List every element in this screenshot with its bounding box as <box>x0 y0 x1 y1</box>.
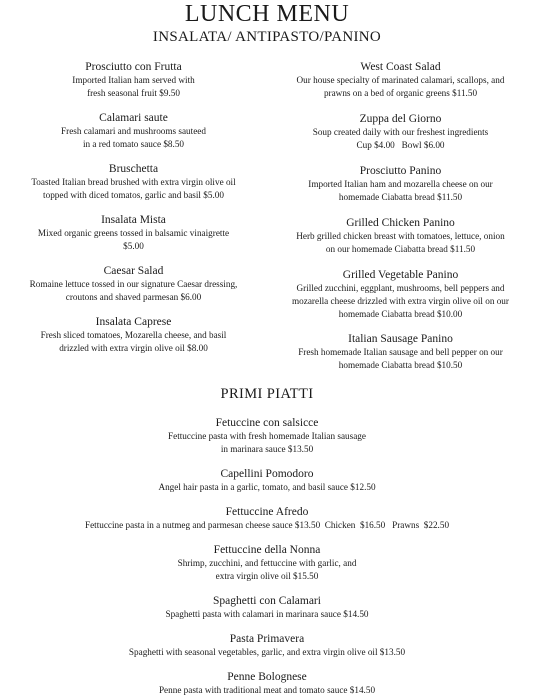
right-column <box>267 60 534 384</box>
item-desc-line: fresh seasonal fruit $9.50 <box>87 88 180 98</box>
item-desc-line: Grilled zucchini, eggplant, mushrooms, bell peppers and <box>296 283 505 293</box>
item-name: Fettuccine Afredo <box>225 506 309 518</box>
item-name: Spaghetti con Calamari <box>213 595 321 607</box>
item-desc-line: Shrimp, zucchini, and fettuccine with garlic, and <box>177 558 357 568</box>
item-desc-line: Penne pasta with traditional meat and tomato sauce $14.50 <box>158 685 376 695</box>
item-desc-line: Angel hair pasta in a garlic, tomato, and basil sauce $12.50 <box>158 482 376 492</box>
item-name: Fettuccine della Nonna <box>213 544 321 556</box>
item-name: Fetuccine con salsicce <box>215 417 319 429</box>
menu-item <box>267 112 534 164</box>
item-desc-line: homemade Ciabatta bread $10.50 <box>338 360 463 370</box>
item-desc-line: extra virgin olive oil $15.50 <box>215 571 319 581</box>
item-desc-line: Soup created daily with our freshest ingredients <box>312 127 489 137</box>
item-name: Insalata Caprese <box>95 316 172 328</box>
item-desc-line: Imported Italian ham served with <box>72 75 195 85</box>
item-desc-line: $5.00 <box>123 241 144 251</box>
item-name: Capellini Pomodoro <box>220 468 314 480</box>
item-desc-line: homemade Ciabatta bread $10.00 <box>338 309 463 319</box>
item-name: Prosciutto Panino <box>359 165 442 177</box>
item-desc-line: Romaine lettuce tossed in our signature Caesar dressing, <box>29 279 238 289</box>
item-desc-line: Fresh homemade Italian sausage and bell pepper on our <box>298 347 503 357</box>
item-name: West Coast Salad <box>360 61 441 73</box>
item-name: Zuppa del Giorno <box>359 113 442 125</box>
left-column <box>0 60 267 366</box>
item-desc-line: Fettuccine pasta with fresh homemade Italian sausage <box>168 431 366 441</box>
item-name: Grilled Chicken Panino <box>346 217 455 229</box>
menu-item <box>0 505 534 543</box>
item-name: Insalata Mista <box>101 214 166 226</box>
menu-item <box>0 264 267 315</box>
menu-item <box>267 268 534 332</box>
item-desc-line: Spaghetti pasta with calamari in marinara sauce $14.50 <box>165 609 369 619</box>
item-name: Penne Bolognese <box>227 671 307 683</box>
menu-item <box>267 216 534 268</box>
item-name: Bruschetta <box>108 163 159 175</box>
menu-item <box>0 543 534 594</box>
item-desc-line: drizzled with extra virgin olive oil $8.00 <box>59 343 208 353</box>
menu-item <box>267 60 534 112</box>
item-desc-line: mozarella cheese drizzled with extra virgin olive oil on our <box>292 296 509 306</box>
item-desc-line: on our homemade Ciabatta bread $11.50 <box>325 244 476 254</box>
item-desc-line: in marinara sauce $13.50 <box>220 444 314 454</box>
item-desc-line: Fettuccine pasta in a nutmeg and parmesan cheese sauce $13.50 Chicken $16.50 Prawns $22.50 <box>84 520 450 530</box>
item-desc-line: Imported Italian ham and mozarella cheese on our <box>308 179 493 189</box>
item-desc-line: Spaghetti with seasonal vegetables, garlic, and extra virgin olive oil $13.50 <box>128 647 406 657</box>
item-desc-line: Toasted Italian bread brushed with extra virgin olive oil <box>31 177 236 187</box>
item-name: Caesar Salad <box>103 265 164 277</box>
menu-item <box>0 60 267 111</box>
item-name: Italian Sausage Panino <box>348 333 453 345</box>
item-desc-line: homemade Ciabatta bread $11.50 <box>338 192 463 202</box>
menu-item <box>0 632 534 670</box>
primi-list <box>0 416 534 700</box>
menu-item <box>0 416 534 467</box>
item-name: Prosciutto con Frutta <box>85 61 182 73</box>
menu-item <box>0 467 534 505</box>
section-title: PRIMI PIATTI <box>220 386 314 402</box>
menu-item <box>0 594 534 632</box>
menu-item <box>0 111 267 162</box>
item-desc-line: Herb grilled chicken breast with tomatoes, lettuce, onion <box>296 231 505 241</box>
item-desc-line: Cup $4.00 Bowl $6.00 <box>356 140 445 150</box>
menu-item <box>0 670 534 700</box>
menu-subtitle: INSALATA/ ANTIPASTO/PANINO <box>152 29 382 45</box>
item-desc-line: Mixed organic greens tossed in balsamic vinaigrette <box>37 228 230 238</box>
item-desc-line: Fresh sliced tomatoes, Mozarella cheese, and basil <box>40 330 227 340</box>
item-desc-line: topped with diced tomatos, garlic and basil $5.00 <box>43 190 224 200</box>
menu-item <box>0 315 267 366</box>
menu-item <box>267 332 534 384</box>
item-desc-line: in a red tomato sauce $8.50 <box>82 139 185 149</box>
item-desc-line: Fresh calamari and mushrooms sauteed <box>61 126 206 136</box>
item-name: Grilled Vegetable Panino <box>342 269 459 281</box>
item-desc-line: prawns on a bed of organic greens $11.50 <box>323 88 478 98</box>
menu-item <box>0 213 267 264</box>
item-name: Calamari saute <box>99 112 168 124</box>
menu-title: LUNCH MENU <box>184 1 350 27</box>
menu-item <box>0 162 267 213</box>
menu-item <box>267 164 534 216</box>
item-desc-line: croutons and shaved parmesan $6.00 <box>65 292 202 302</box>
item-name: Pasta Primavera <box>229 633 305 645</box>
item-desc-line: Our house specialty of marinated calamari, scallops, and <box>296 75 505 85</box>
